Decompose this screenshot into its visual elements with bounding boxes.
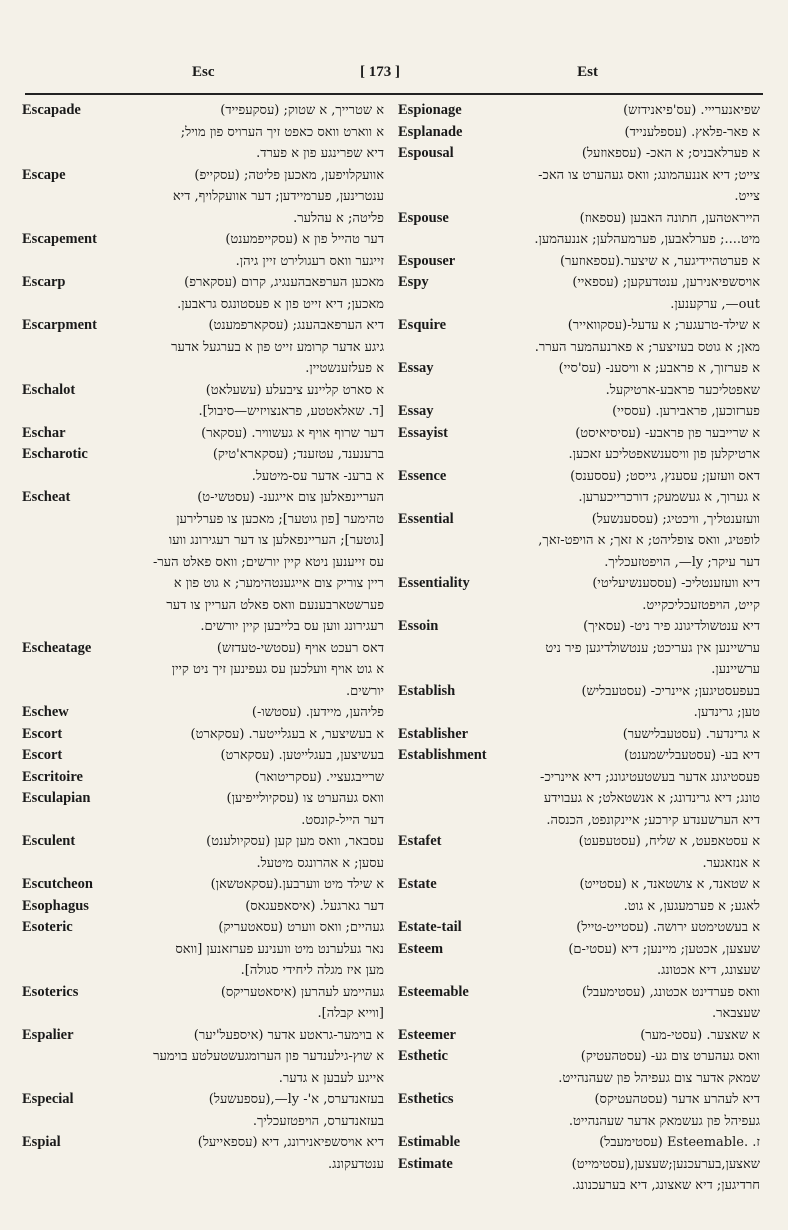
headword: Esculapian [22, 788, 95, 810]
definition-line: ז. .Esteemable (עסטימעבל) [599, 1135, 760, 1150]
headword: Esthetic [398, 1046, 452, 1068]
definition-line: out—, ערקענען. [670, 296, 760, 312]
headword: Espouser [398, 251, 459, 273]
definition-line: א גוט אויף וועלכען עס געפינען זיך ניט קיין [171, 662, 384, 677]
definition-line: דער גארגעל. (איסאפעגאס) [245, 898, 384, 914]
definition-line: לאגע; א פערמעגען, א גוט. [623, 898, 760, 914]
definition-line: א ברענ- אדער עס-מיטעל. [251, 468, 384, 484]
header-rule [25, 93, 763, 95]
definition-line: וואס געהערט צום גע- (עסטהעטיק) [580, 1049, 760, 1064]
definition-line: א בעשטימטע ירושה. (עסטייט-טייל) [576, 920, 760, 935]
definition-line: א שטאנד, א צושטאנד, א (עסטייט) [579, 877, 760, 892]
definition-line: שרייבגעציי. (עסקריטואר) [254, 769, 384, 785]
definition-line: [גוטער]; העריינפאלען צו דער רעגירונג וועו [168, 533, 384, 548]
headword: Espial [22, 1132, 65, 1154]
headword: Estimate [398, 1154, 457, 1176]
dictionary-entry [22, 788, 384, 831]
headword: Espalier [22, 1025, 78, 1047]
definition-line: גיגע אדער קרומע זייט פון א בערגעל אדער [171, 339, 384, 355]
definition-line: דיא שפרינגע פון א פערד. [256, 146, 384, 161]
definition-line: דער שרוף אויף א געשוויר. (עסקאר) [201, 425, 384, 441]
dictionary-entry [398, 681, 760, 724]
definition-line: שעצען, אכטען; מיינען; דיא (עסטי-ם) [568, 941, 760, 957]
definition-line: דאס וועזען; עסענץ, גייסט; (עססענס) [570, 468, 760, 484]
definition-line: שמאק אדער צום געפיהל פון שעהנהייט. [558, 1070, 760, 1086]
headword: Estimable [398, 1132, 464, 1154]
headword: Essence [398, 466, 450, 488]
definition-line: א שילד מיט ווערבען.(עסקאטשאן) [210, 877, 384, 892]
dictionary-entry [398, 573, 760, 616]
dictionary-entry [398, 358, 760, 401]
headword: Esplanade [398, 122, 466, 144]
definition-line: א גערוך, א געשמעק; דורכרייכערען. [578, 490, 760, 505]
headword: Establishment [398, 745, 491, 767]
definition-line: יורשים. [346, 683, 384, 699]
headword: Eschalot [22, 380, 79, 402]
dictionary-entry [22, 702, 384, 724]
headword: Essay [398, 358, 437, 380]
definition-line: טען; גרינדען. [693, 705, 760, 720]
definition-line: א גרינדער. (עסטעבלישער) [622, 726, 760, 742]
headword: Esculent [22, 831, 79, 853]
headword: Esophagus [22, 896, 93, 918]
definition-line: הייראטהען, חתונה האבען (עספאוז) [579, 210, 760, 226]
headword: Escheat [22, 487, 74, 509]
dictionary-entry [22, 917, 384, 982]
definition-line: דיא הערפאבהענג; (עסקארפמענט) [208, 318, 384, 333]
headword: Estafet [398, 831, 446, 853]
definition-line: עסבאר, וואס מען קען (עסקיולענט) [206, 834, 384, 849]
dictionary-entry [22, 272, 384, 315]
headword: Estate-tail [398, 917, 466, 939]
dictionary-entry [22, 380, 384, 423]
definition-line: [ווייא קבלה]. [317, 1006, 384, 1021]
definition-line: אוועקלויפען, מאכען פליטה; (עסקייפ) [194, 167, 384, 183]
headword: Escarp [22, 272, 70, 294]
dictionary-entry [22, 487, 384, 638]
definition-line: פליטה; א עהלער. [293, 210, 384, 226]
definition-line: אויסשפיאנירען, ענטדעקען; (עספאיי) [572, 275, 760, 290]
definition-line: בעשיצען, בעגלייטען. (עסקארט) [220, 748, 384, 763]
dictionary-entry [22, 982, 384, 1025]
definition-line: א פעלזענשטיין. [305, 361, 384, 376]
definition-line: געהיימע לעהרען (איסאטעריקס) [220, 984, 384, 1000]
dictionary-entry [398, 208, 760, 251]
headword: Especial [22, 1089, 78, 1111]
dictionary-entry [398, 423, 760, 466]
definition-line: וואס געהערט צו (עסקיולייפיען) [226, 791, 384, 806]
definition-line: א שוץ-גילענדער פון הערומגעשטעלטע בוימער [153, 1049, 384, 1064]
dictionary-entry [398, 874, 760, 917]
dictionary-entry [22, 229, 384, 272]
headword: Escheatage [22, 638, 95, 660]
headword: Espousal [398, 143, 458, 165]
headword: Eschew [22, 702, 73, 724]
dictionary-entry [22, 896, 384, 918]
headword: Escape [22, 165, 70, 187]
definition-line: א שאצער. (עסטי-מער) [640, 1027, 760, 1043]
dictionary-entry [22, 1089, 384, 1132]
headword: Espionage [398, 100, 466, 122]
dictionary-entry [398, 745, 760, 831]
headword: Essoin [398, 616, 442, 638]
headword: Eschar [22, 423, 70, 445]
dictionary-entry [398, 1132, 760, 1154]
definition-line: מאן; א גוטס בעזיצער; א פארנעהמער הערר. [534, 339, 760, 355]
dictionary-entry [398, 939, 760, 982]
definition-line: דער הייל-קונסט. [301, 812, 384, 828]
definition-line: דער עיקר; ly—, הויפטזעכליך. [604, 554, 760, 570]
definition-line: צייט; דיא אננעהמונג; וואס געהערט צו האכ- [538, 167, 760, 183]
headword: Esoteric [22, 917, 77, 939]
definition-line: קייט, הויפטזעכליכקייט. [642, 597, 760, 613]
definition-line: דאס רעכט אויף (עסטשי-טעדזש) [216, 640, 384, 656]
definition-line: דיא הערשענדע קירכע; איינקונפט, הכנסה. [546, 812, 760, 828]
dictionary-entry [398, 509, 760, 574]
headword: Essential [398, 509, 458, 531]
dictionary-entry [398, 616, 760, 681]
headword: Esteemable [398, 982, 473, 1004]
headword: Escort [22, 745, 66, 767]
headword: Escharotic [22, 444, 92, 466]
header-right-guide-word: Est [577, 64, 598, 80]
definition-line: א שרייבער פון פראבע- (עסיסיאיסט) [575, 425, 760, 441]
definition-line: א שילד-טרעגער; א עדעל-(עסקוואייר) [567, 318, 760, 333]
dictionary-entry [398, 1046, 760, 1089]
definition-line: ערשיינען. [711, 662, 760, 677]
definition-line: א פערלאבניס; א האכ- (עספאוזעל) [581, 146, 760, 161]
headword: Essayist [398, 423, 452, 445]
dictionary-entry [22, 444, 384, 487]
dictionary-entry [22, 423, 384, 445]
definition-line: בעזאנדערס, א'- ly—,(עספעשעל) [208, 1092, 384, 1107]
definition-line: א שטרייך, א שטוק; (עסקעפייד) [220, 103, 384, 118]
definition-line: זייגער וואס רעגולירט זיין גיהן. [235, 253, 384, 269]
dictionary-entry [398, 1025, 760, 1047]
dictionary-entry [398, 315, 760, 358]
definition-line: טהימער [פון גוטער]; מאכען צו פערלירען [176, 511, 384, 527]
definition-line: עסען; א אהרונגס מיטעל. [256, 855, 384, 871]
right-column [398, 100, 760, 1197]
headword: Establisher [398, 724, 472, 746]
definition-line: א עסטאפעט, א שליח, (עסטעפעט) [578, 834, 760, 849]
definition-line: טונג; דיא גרינדונג; א אנשטאלט; א געבוידע [543, 791, 760, 806]
definition-line: שפיאנערייי. (עס'פיאנידזש) [623, 103, 760, 118]
definition-line: בעזאנדערס, הויפטזעכליך. [252, 1113, 384, 1129]
dictionary-entry [22, 831, 384, 874]
definition-line: פליהען, מיידען. (עסטשו-) [251, 705, 384, 720]
definition-line: ארטיקלען פון וויסענשאפטליכע זאכען. [568, 447, 760, 462]
headword: Esquire [398, 315, 450, 337]
dictionary-entry [22, 724, 384, 746]
dictionary-entry [398, 272, 760, 315]
dictionary-entry [22, 767, 384, 789]
definition-line: אייגע לעבען א גדער. [278, 1070, 384, 1086]
headword: Escort [22, 724, 66, 746]
definition-line: א פערזוך, א פראבע; א וויסענ- (עס'סיי) [558, 361, 760, 376]
definition-line: דער טהייל פון א (עסקייפמענט) [225, 232, 384, 247]
definition-line: נאר געלערנט מיט ווענינע פערזאנען [וואס [175, 941, 384, 957]
dictionary-entry [398, 982, 760, 1025]
headword: Esoterics [22, 982, 82, 1004]
definition-line: חרדיגען; דיא שאצונג, דיא בערעכנונג. [571, 1178, 760, 1193]
headword: Escapade [22, 100, 85, 122]
definition-line: געהיים; וואס ווערט (עסאטעריק) [218, 920, 384, 935]
definition-line: לופטיג, וואס צופליהט; א זאך; א הויפט-זאך, [538, 533, 760, 548]
dictionary-entry [398, 831, 760, 874]
page-number: [ 173 ] [360, 64, 400, 80]
definition-line: [ד. שאלאטטע, פראנצויזיש—סיבול]. [198, 404, 384, 419]
dictionary-entry [22, 100, 384, 165]
headword: Escritoire [22, 767, 87, 789]
dictionary-entry [398, 100, 760, 122]
definition-line: שעצבאר. [712, 1006, 760, 1021]
definition-line: פערזוכען, פראבירען. (עססיי) [612, 404, 760, 419]
definition-line: ערשיינען אין געריכט; ענטשולדיגען פיר ניט [545, 640, 760, 656]
definition-line: שאפטליכער פראבע-ארטיקעל. [605, 382, 760, 398]
definition-line: א ווארט וואס כאפט זיך הערויס פון מויל; [180, 124, 384, 140]
definition-line: א פערטהיידיגער, א שיצער.(עספאוזער) [559, 253, 760, 269]
headword: Escarpment [22, 315, 101, 337]
definition-line: געפיהל פון געשמאק אדער שעהנהייט. [568, 1113, 760, 1129]
headword: Escutcheon [22, 874, 97, 896]
headword: Establish [398, 681, 459, 703]
dictionary-entry [22, 1025, 384, 1090]
dictionary-entry [22, 638, 384, 703]
dictionary-entry [22, 874, 384, 896]
definition-line: שעצונג, דיא אכטונג. [656, 963, 760, 978]
left-column [22, 100, 384, 1175]
dictionary-entry [398, 401, 760, 423]
definition-line: דיא אויסשפיאנירונג, דיא (עספאייעל) [197, 1135, 384, 1150]
definition-line: שאצען,בערעכנען;שעצען,(עסטימייט) [571, 1156, 760, 1172]
definition-line: ענטרינען, פערמיידען; דער אוועקלויף, דיא [172, 189, 384, 204]
dictionary-entry [22, 745, 384, 767]
definition-line: ברענענד, עטזענד; (עסקארא'טיק) [212, 447, 384, 462]
definition-line: דיא לעהרע אדער (עסטהעטיקס) [594, 1092, 760, 1107]
headword: Essay [398, 401, 437, 423]
dictionary-entry [398, 143, 760, 208]
headword: Esthetics [398, 1089, 458, 1111]
definition-line: א אנזאגער. [702, 855, 760, 871]
definition-line: דיא בע- (עסטעבלישמענט) [624, 748, 760, 763]
definition-line: בעפעסטיגען; איינריכ- (עסטעבליש) [581, 683, 760, 699]
definition-line: מיט....; פערלאבען, פערמעהלען; אננעהמען. [534, 232, 760, 247]
definition-line: מאכען הערפאבהענגיג, קרום (עסקארפ) [184, 275, 384, 290]
headword: Estate [398, 874, 441, 896]
dictionary-entry [398, 724, 760, 746]
definition-line: א בוימער-גראטע אדער (איספעל'יער) [193, 1027, 384, 1043]
headword: Essentiality [398, 573, 474, 595]
dictionary-entry [398, 251, 760, 273]
definition-line: פערשטארבענעם וואס פאלט העריין צו דער [166, 597, 384, 613]
headword: Espy [398, 272, 433, 294]
dictionary-entry [398, 466, 760, 509]
dictionary-entry [398, 1089, 760, 1132]
dictionary-entry [22, 315, 384, 380]
definition-line: ענטדעקונג. [328, 1156, 384, 1172]
header-left-guide-word: Esc [192, 64, 215, 80]
page-header [170, 62, 620, 86]
definition-line: פעסטיגונג אדער בעשטעטיגונג; דיא איינריכ- [540, 769, 760, 785]
headword: Escapement [22, 229, 101, 251]
definition-line: צייט. [734, 189, 760, 204]
definition-line: א פאר-פלאץ. (עספלענייד) [624, 124, 760, 140]
headword: Esteemer [398, 1025, 460, 1047]
definition-line: דיא וועזענטליכ- (עססענשיעליטי) [592, 576, 760, 591]
definition-line: מאכען; דיא זייט פון א פעסטונגס גראבען. [177, 296, 384, 312]
definition-line: א בעשיצער, א בעגלייטער. (עסקארט) [190, 726, 384, 742]
definition-line: וואס פערדינט אכטונג, (עסטימעבל) [581, 984, 760, 1000]
definition-line: רעגירונג ווען עס בלייבען קיין יורשים. [200, 619, 384, 634]
definition-line: העריינפאלען צום אייגענ- (עסטשי-ט) [197, 490, 384, 505]
definition-line: ריין צוריק צום אייגענטהימער; א גוט פון א [173, 576, 384, 591]
definition-line: א סארט קליינע ציבעלע (עשעלאט) [205, 382, 384, 398]
dictionary-entry [398, 122, 760, 144]
definition-line: עס זייענען ניטא קיין יורשים; וואס פאלט הער- [153, 554, 384, 570]
dictionary-entry [22, 165, 384, 230]
definition-line: דיא ענטשולדיגונג פיר ניט- (עסאיך) [583, 619, 760, 634]
definition-line: וועזענטליך, וויכטיג; (עססענשעל) [591, 511, 760, 527]
definition-line: מען איז מגלה ליחידי סגולה]. [240, 963, 384, 978]
headword: Esteem [398, 939, 447, 961]
dictionary-entry [22, 1132, 384, 1175]
dictionary-entry [398, 917, 760, 939]
dictionary-entry [398, 1154, 760, 1197]
headword: Espouse [398, 208, 453, 230]
